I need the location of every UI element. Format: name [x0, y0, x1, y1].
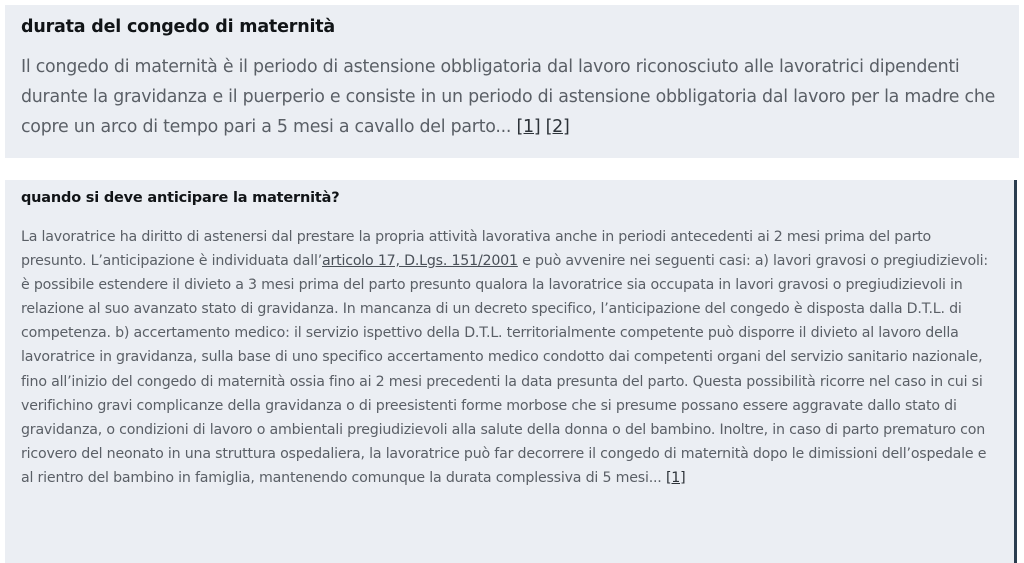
card-text: Il congedo di maternità è il periodo di astensione obbligatoria dal lavoro riconosciuto alle lavoratrici dipendenti durante la gravidanza e il puerperio e consiste in un periodo di astensione obbligatoria dal lavoro per la madre che copre un arco di tempo pari a 5 mesi a cavallo del parto... [21, 57, 996, 137]
card-text-part1: La lavoratrice ha diritto di astenersi dal prestare la propria attività lavorativa anche in periodi antecedenti ai 2 mesi prima del parto presunto. L’anticipazione è individuata dall’ [21, 229, 932, 270]
law-article-link[interactable]: articolo 17, D.Lgs. 151/2001 [322, 253, 518, 270]
reference-link-1[interactable]: [1] [516, 117, 541, 137]
card-title: quando si deve anticipare la maternità? [21, 190, 340, 206]
card-body [21, 225, 998, 490]
reference-link-1[interactable]: [1] [665, 469, 686, 486]
card-title: durata del congedo di maternità [21, 17, 336, 37]
reference-link-2[interactable]: [2] [545, 117, 570, 137]
answer-card-early-maternity [5, 180, 1017, 563]
answer-card-maternity-duration [5, 5, 1019, 158]
card-text-part2: e può avvenire nei seguenti casi: a) lavori gravosi o pregiudizievoli: è possibile estendere il divieto a 3 mesi prima del parto presunto qualora la lavoratrice sia occupata in lavori gravosi o pregiudizievoli in relazione al suo avanzato stato di gravidanza. In mancanza di un decreto specifico, l’anticipazione del congedo è disposta dalla D.T.L. di competenza. b) accertamento medico: il servizio ispettivo della D.T.L. territorialmente competente può disporre il divieto al lavoro della lavoratrice in gravidanza, sulla base di uno specifico accertamento medico condotto dai competenti organi del servizio sanitario nazionale, fino all’inizio del congedo di maternità ossia fino ai 2 mesi precedenti la data presunta del parto. Questa possibilità ricorre nel caso in cui si verifichino gravi complicanze della gravidanza o di preesistenti forme morbose che si presume possano essere aggravate dallo stato di gravidanza, o condizioni di lavoro o ambientali pregiudizievoli alla salute della donna o del bambino. Inoltre, in caso di parto prematuro con ricovero del neonato in una struttura ospedaliera, la lavoratrice può far decorrere il congedo di maternità dopo le dimissioni dell’ospedale e al rientro del bambino in famiglia, mantenendo comunque la durata complessiva di 5 mesi... [21, 253, 989, 486]
card-body [21, 52, 1003, 142]
